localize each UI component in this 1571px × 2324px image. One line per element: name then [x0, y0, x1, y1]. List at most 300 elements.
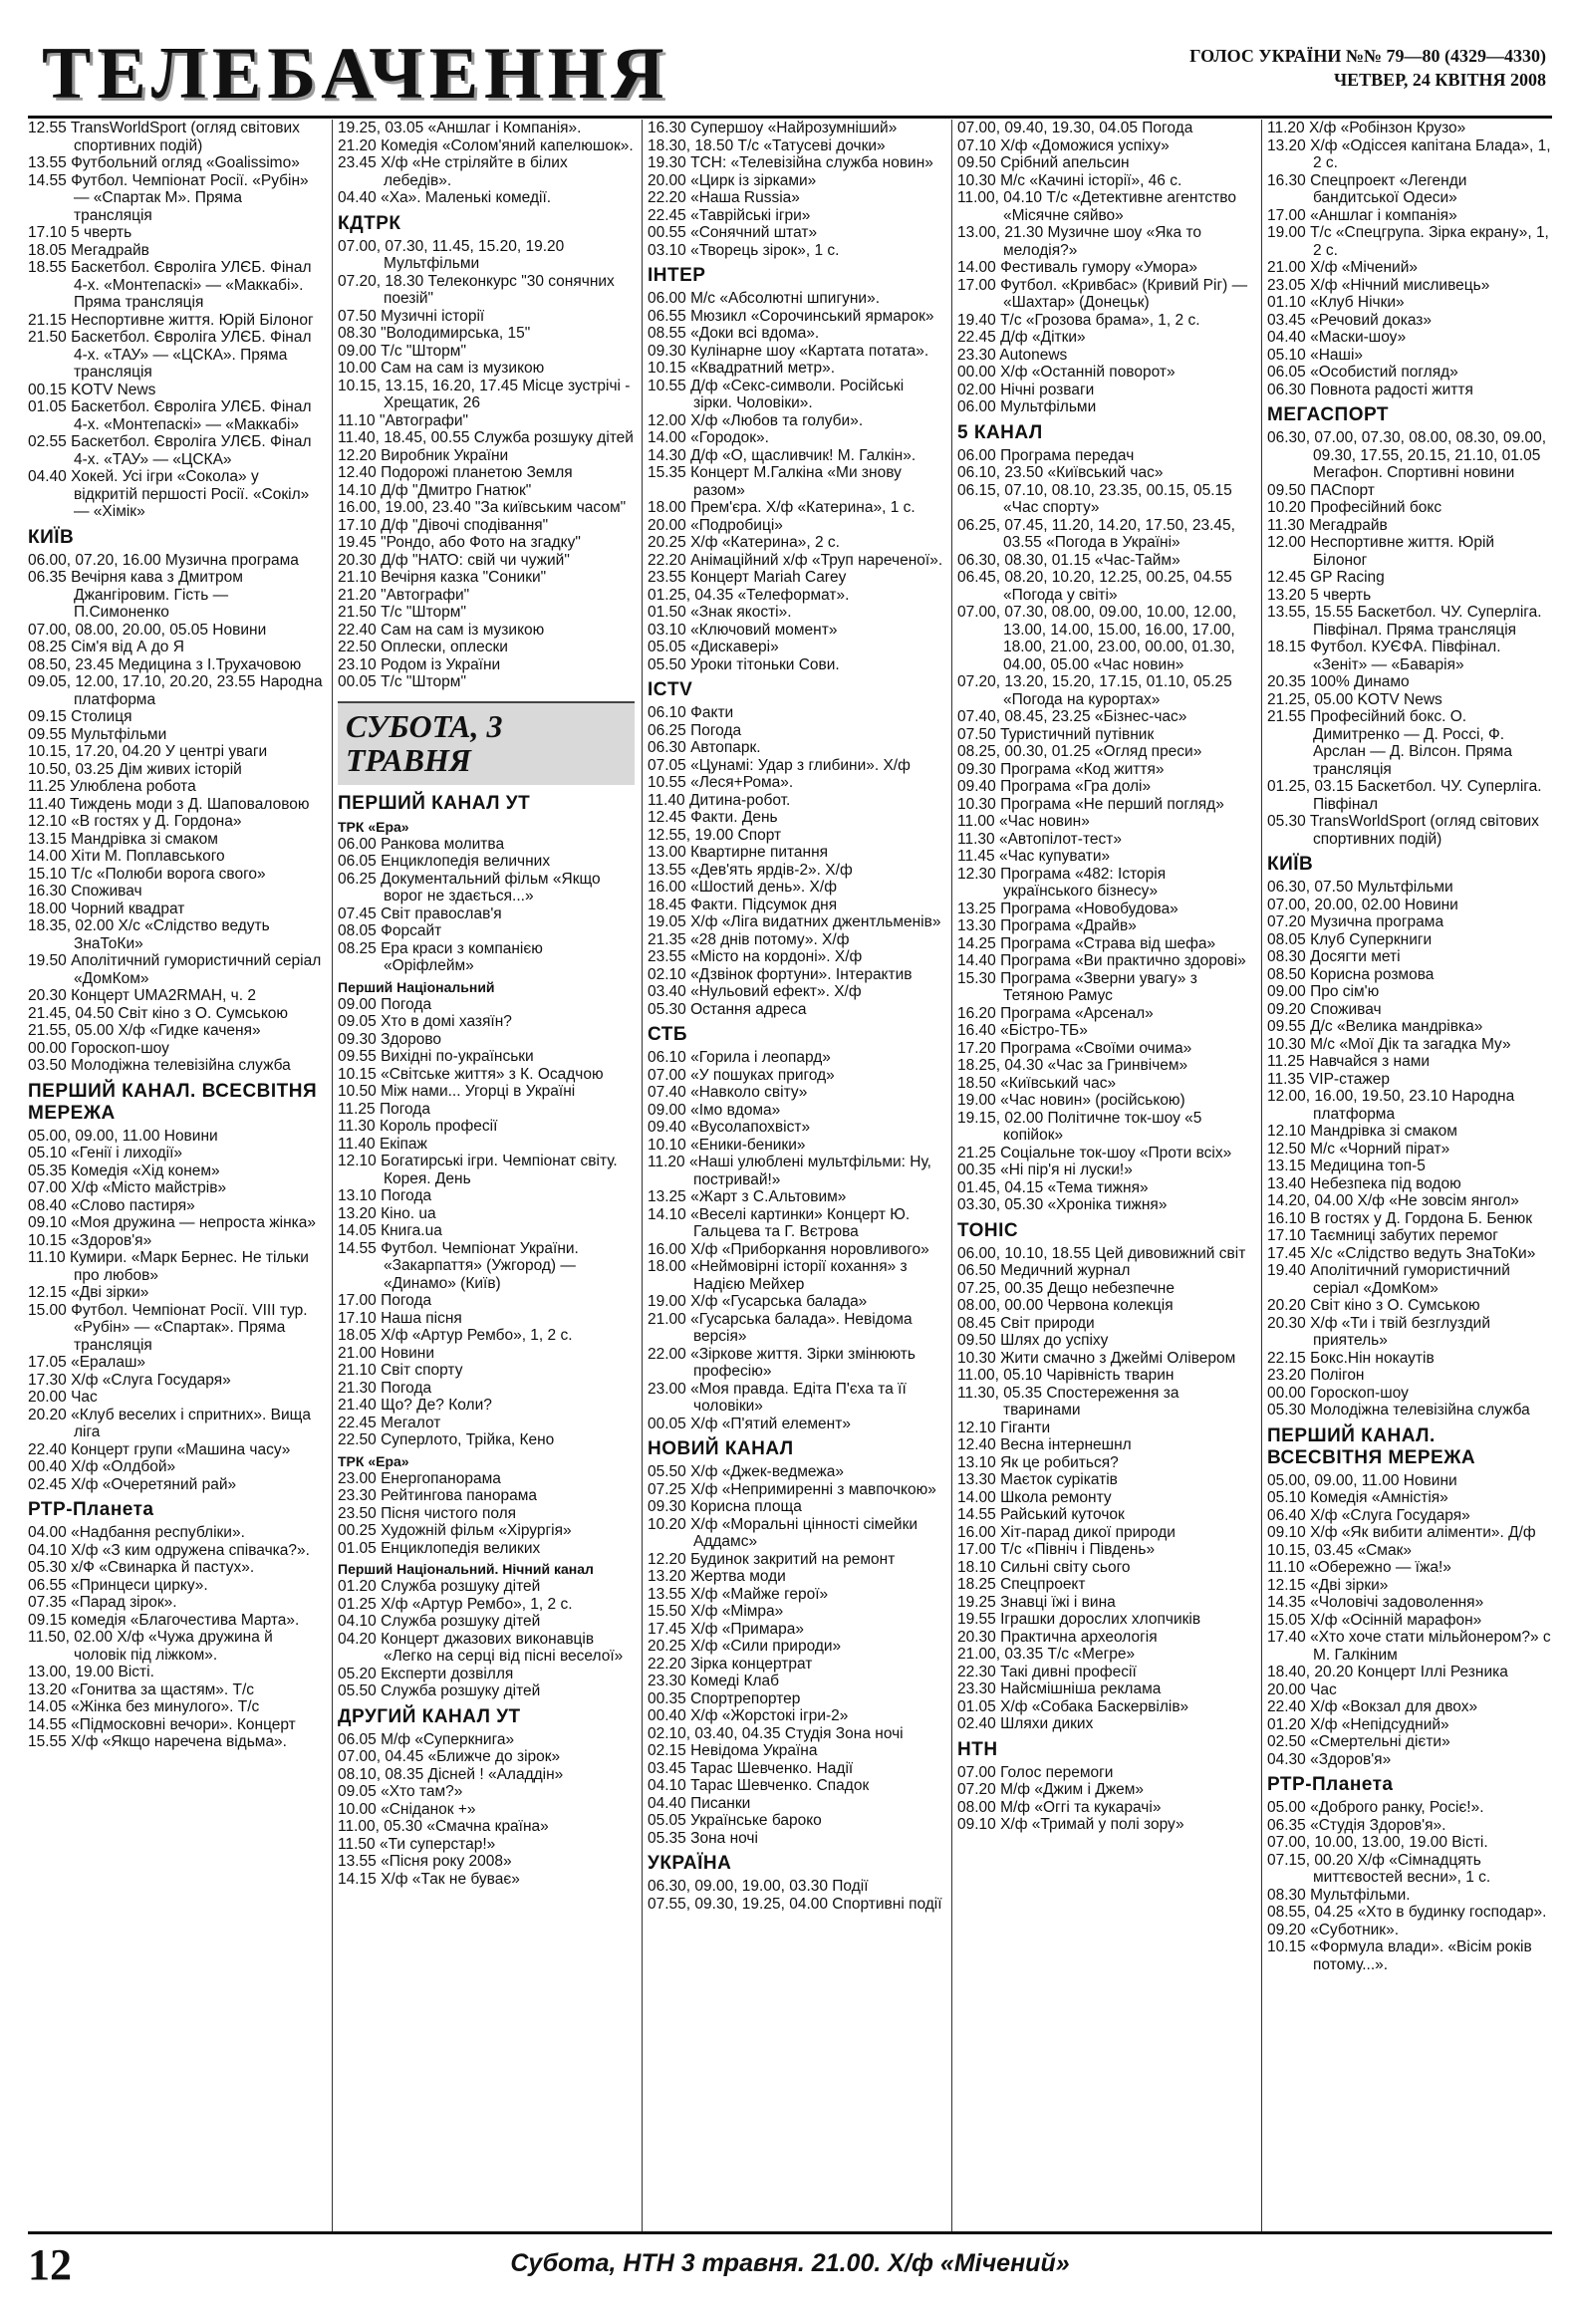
listing-item: 13.25 «Жарт з С.Альтовим»: [648, 1188, 847, 1205]
listing-item: 21.50 Баскетбол. Євроліга УЛЄБ. Фінал 4-х. «ТАУ» — «ЦСКА». Пряма трансляція: [28, 329, 312, 381]
listing-item: 19.25, 03.05 «Аншлаг і Компанія».: [338, 120, 582, 136]
listing-item: 13.00, 21.30 Музичне шоу «Яка то мелодія?»: [957, 224, 1202, 259]
listing-item: 07.00, 10.00, 13.00, 19.00 Вісті.: [1267, 1834, 1488, 1851]
listing-item: 06.00 Мультфільми: [957, 398, 1097, 415]
listing-item: 11.25 Погода: [338, 1100, 430, 1118]
listing-item: 13.15 Мандрівка зі смаком: [28, 830, 218, 848]
listing-item: 18.00 Чорний квадрат: [28, 900, 185, 917]
listing-item: 09.55 Вихідні по-українськи: [338, 1048, 534, 1065]
listing-item: 11.30 Король професії: [338, 1118, 498, 1135]
channel-heading: РТР-Планета: [28, 1499, 154, 1520]
listing-item: 12.15 «Дві зірки»: [28, 1284, 149, 1301]
listing-item: 10.15 «Здоров'я»: [28, 1231, 152, 1249]
listing-item: 14.10 «Веселі картинки» Концерт Ю. Гальцева та Г. Вєтрова: [648, 1205, 911, 1240]
listing-item: 05.50 Служба розшуку дітей: [338, 1682, 541, 1699]
listing-item: 11.25 Навчайся з нами: [1267, 1053, 1431, 1070]
listing-item: 06.15, 07.10, 08.10, 23.35, 00.15, 05.15 «Час спорту»: [957, 481, 1232, 516]
listing-item: 04.40 Писанки: [648, 1794, 751, 1812]
listing-item: 09.20 «Суботник».: [1267, 1921, 1400, 1938]
listing-item: 04.10 Служба розшуку дітей: [338, 1613, 541, 1630]
listing-item: 11.40 Екіпаж: [338, 1135, 427, 1153]
listing-item: 12.50 М/с «Чорний пірат»: [1267, 1140, 1450, 1158]
listing-item: 07.00 Голос перемоги: [957, 1763, 1114, 1781]
listing-item: 11.25 Улюблена робота: [28, 778, 196, 795]
listing-item: 12.45 Факти. День: [648, 809, 778, 826]
listing-item: 02.45 Х/ф «Очеретяний рай»: [28, 1475, 237, 1493]
listing-item: 23.55 Концерт Mariah Carey: [648, 569, 847, 586]
listing-item: 13.00, 19.00 Вісті.: [28, 1664, 154, 1680]
listing-item: 20.00 Час: [1267, 1680, 1337, 1698]
listing-item: 07.50 Музичні історії: [338, 307, 485, 325]
listing-item: 10.30 М/с «Мої Дік та загадка Му»: [1267, 1035, 1511, 1053]
listing-item: 07.15, 00.20 Х/ф «Сімнадцять миттєвостей весни», 1 с.: [1267, 1851, 1491, 1886]
listing-item: 06.05 Енциклопедія величних: [338, 853, 551, 870]
listing-item: 21.45, 04.50 Світ кіно з О. Сумською: [28, 1004, 289, 1022]
listing-item: 06.05 «Особистий погляд»: [1267, 364, 1458, 381]
listing-item: 17.00 «Аншлаг і компанія»: [1267, 206, 1457, 224]
listing-item: 14.35 «Чоловічі задоволення»: [1267, 1594, 1484, 1611]
listing-item: 23.10 Родом із України: [338, 655, 501, 673]
listing-item: 05.20 Експерти дозвілля: [338, 1665, 514, 1682]
listing-item: 23.05 Х/ф «Нічний мисливець»: [1267, 276, 1490, 294]
listing-item: 21.15 Неспортивне життя. Юрій Білоног: [28, 311, 314, 329]
listing-item: 08.30 "Володимирська, 15": [338, 325, 531, 342]
listing-item: 08.30 Досягти меті: [1267, 948, 1401, 965]
section-title: ТЕЛЕБАЧЕННЯ: [42, 33, 670, 115]
listing-item: 07.10 Х/ф «Доможися успіху»: [957, 136, 1170, 154]
listing-item: 09.55 Д/с «Велика мандрівка»: [1267, 1018, 1483, 1035]
listing-item: 00.00 Гороскоп-шоу: [28, 1039, 169, 1057]
listing-item: 10.20 Професійний бокс: [1267, 499, 1442, 516]
listing-item: 08.05 Клуб Суперкниги: [1267, 930, 1433, 948]
listing-item: 09.40 Програма «Гра долі»: [957, 778, 1152, 795]
listing-item: 04.40 «Ха». Маленькі комедії.: [338, 189, 552, 206]
listing-item: 21.00 «Гусарська балада». Невідома версія»: [648, 1310, 913, 1345]
listing-item: 17.10 5 чверть: [28, 224, 132, 241]
listing-item: 20.30 Концерт UMA2RMAH, ч. 2: [28, 987, 256, 1004]
listing-item: 06.30 Повнота радості життя: [1267, 381, 1473, 398]
listing-item: 02.10 «Дзвінок фортуни». Інтерактив: [648, 965, 913, 983]
listing-item: 11.10 «Обережно — їжа!»: [1267, 1559, 1451, 1576]
listing-item: 19.00 «Час новин» (російською): [957, 1092, 1185, 1109]
listing-item: 02.55 Баскетбол. Євроліга УЛЄБ. Фінал 4-х. «ТАУ» — «ЦСКА»: [28, 433, 312, 468]
listing-item: 19.40 Аполітичний гумористичний серіал «ДомКом»: [1267, 1262, 1510, 1297]
listing-item: 11.45 «Час купувати»: [957, 848, 1111, 865]
listing-item: 20.30 Практична археологія: [957, 1628, 1158, 1646]
listing-item: 18.15 Футбол. КУЄФА. Півфінал. «Зеніт» — «Баварія»: [1267, 639, 1501, 673]
listing-item: 08.25, 00.30, 01.25 «Огляд преси»: [957, 743, 1202, 760]
listing-item: 00.05 Х/ф «П'ятий елемент»: [648, 1415, 851, 1432]
listing-item: 20.30 Д/ф "НАТО: свій чи чужий": [338, 551, 570, 569]
listing-item: 12.55, 19.00 Спорт: [648, 826, 782, 844]
listing-item: 13.00 Квартирне питання: [648, 844, 829, 861]
listing-item: 06.05 М/ф «Суперкнига»: [338, 1730, 515, 1748]
listing-item: 04.40 Хокей. Усі ігри «Сокола» у відкритій першості Росії. «Сокіл» — «Хімік»: [28, 468, 310, 520]
listing-item: 10.30 Програма «Не перший погляд»: [957, 795, 1224, 813]
listing-item: 16.00 Хіт-парад дикої природи: [957, 1523, 1176, 1541]
listing-item: 02.50 «Смертельні дієти»: [1267, 1733, 1450, 1750]
listing-item: 18.50 «Київський час»: [957, 1074, 1117, 1092]
listing-item: 04.40 «Маски-шоу»: [1267, 329, 1407, 346]
listing-item: 17.45 Х/с «Слідство ведуть ЗнаТоКи»: [1267, 1244, 1536, 1262]
listing-item: 07.00, 09.40, 19.30, 04.05 Погода: [957, 120, 1193, 136]
listing-item: 12.20 Будинок закритий на ремонт: [648, 1550, 896, 1568]
listing-item: 17.05 «Ералаш»: [28, 1354, 146, 1371]
listing-item: 06.25 Погода: [648, 721, 742, 739]
listing-item: 06.00 Ранкова молитва: [338, 835, 505, 853]
listing-item: 12.40 Подорожі планетою Земля: [338, 464, 573, 481]
listing-item: 10.55 Д/ф «Секс-символи. Російські зірки. Чоловіки».: [648, 377, 905, 411]
listing-item: 11.00, 05.30 «Смачна країна»: [338, 1818, 549, 1835]
listing-item: 10.50, 03.25 Дім живих історій: [28, 760, 242, 778]
channel-heading: ПЕРШИЙ КАНАЛ. ВСЕСВІТНЯ МЕРЕЖА: [1267, 1424, 1476, 1468]
listing-item: 06.40 Х/ф «Слуга Государя»: [1267, 1506, 1470, 1524]
sub-heading: Перший Національний. Нічний канал: [338, 1561, 594, 1577]
listing-item: 10.15 «Квадратний метр».: [648, 360, 836, 377]
listing-item: 22.20 Зірка концертрат: [648, 1655, 813, 1673]
column-rule: [332, 120, 333, 2231]
listing-item: 07.00, 07.30, 08.00, 09.00, 10.00, 12.00, 13.00, 14.00, 15.00, 16.00, 17.00, 18.00, 21.00, 23.00, 00.00, 01.30, 04.00, 05.00 «Час новин»: [957, 604, 1237, 673]
listing-item: 16.20 Програма «Арсенал»: [957, 1004, 1154, 1022]
listing-item: 21.00, 03.35 Т/с «Мегре»: [957, 1646, 1136, 1663]
listing-item: 10.50 Між нами... Угорці в Україні: [338, 1083, 576, 1100]
listing-item: 07.20, 18.30 Телеконкурс "30 сонячних поезій": [338, 272, 615, 307]
listing-item: 03.50 Молодіжна телевізійна служба: [28, 1057, 291, 1074]
listing-item: 07.00 «У пошуках пригод»: [648, 1066, 835, 1084]
listing-item: 03.10 «Творець зірок», 1 с.: [648, 241, 840, 259]
listing-item: 08.30 Мультфільми.: [1267, 1886, 1411, 1904]
listing-item: 08.45 Світ природи: [957, 1314, 1095, 1332]
listing-item: 07.00, 07.30, 11.45, 15.20, 19.20 Мультфільми: [338, 237, 565, 272]
listing-item: 17.00 Футбол. «Кривбас» (Кривий Ріг) — «Шахтар» (Донецьк): [957, 276, 1248, 311]
channel-heading: ICTV: [648, 679, 693, 700]
listing-item: 08.50 Корисна розмова: [1267, 965, 1435, 983]
footer-promo: Субота, НТН 3 травня. 21.00. Х/ф «Мічений»: [510, 2249, 1070, 2277]
listing-item: 20.00 «Подробиці»: [648, 516, 783, 534]
column-rule: [1261, 120, 1262, 2231]
listing-item: 19.05 Х/ф «Ліга видатних джентльменів»: [648, 913, 941, 930]
listing-item: 15.30 Програма «Зверни увагу» з Тетяною Рамус: [957, 969, 1197, 1004]
listing-item: 15.50 Х/ф «Мімра»: [648, 1603, 784, 1620]
listing-item: 06.30 Автопарк.: [648, 739, 761, 756]
listing-item: 23.00 «Моя правда. Едіта П'єха та її чоловіки»: [648, 1380, 907, 1415]
listing-item: 22.00 «Зіркове життя. Зірки змінюють професію»: [648, 1345, 916, 1380]
listing-item: 09.55 Мультфільми: [28, 725, 167, 743]
listing-item: 15.35 Концерт М.Галкіна «Ми знову разом»: [648, 464, 902, 499]
listing-item: 01.05 Енциклопедія великих: [338, 1539, 541, 1557]
tv-listings: [28, 120, 1552, 2231]
listing-item: 10.15, 13.15, 16.20, 17.45 Місце зустрічі - Хрещатик, 26: [338, 377, 631, 411]
listing-item: 14.00 «Городок».: [648, 429, 769, 446]
listing-item: 12.00 Х/ф «Любов та голуби».: [648, 411, 864, 429]
page-number: 12: [28, 2240, 72, 2289]
listing-item: 19.40 Т/с «Грозова брама», 1, 2 с.: [957, 311, 1200, 329]
listing-item: 13.10 Як це робиться?: [957, 1453, 1119, 1471]
listing-item: 10.20 Х/ф «Моральні цінності сімейки Аддамс»: [648, 1515, 918, 1550]
listing-item: 17.20 Програма «Своїми очима»: [957, 1039, 1192, 1057]
listing-item: 00.25 Художній фільм «Хірургія»: [338, 1522, 572, 1539]
listing-item: 05.35 Зона ночі: [648, 1829, 758, 1847]
listing-item: 05.50 Уроки тітоньки Сови.: [648, 655, 840, 673]
listing-item: 21.55, 05.00 Х/ф «Гидке каченя»: [28, 1022, 261, 1039]
listing-item: 01.20 Служба розшуку дітей: [338, 1578, 541, 1595]
listing-item: 22.45 Мегалот: [338, 1414, 441, 1431]
listing-item: 19.50 Аполітичний гумористичний серіал «ДомКом»: [28, 952, 322, 987]
listing-item: 06.30, 07.00, 07.30, 08.00, 08.30, 09.00, 09.30, 17.55, 20.15, 21.10, 01.05 Мегафон. Спортивні новини: [1267, 429, 1547, 481]
listing-item: 09.00 «Імо вдома»: [648, 1101, 781, 1119]
listing-item: 06.50 Медичний журнал: [957, 1262, 1131, 1279]
listing-item: 06.55 Мюзикл «Сорочинський ярмарок»: [648, 307, 934, 325]
listing-item: 21.50 Т/с "Шторм": [338, 604, 466, 621]
listing-item: 06.30, 07.50 Мультфільми: [1267, 879, 1453, 896]
listing-item: 17.10 Д/ф "Дівочі сподівання": [338, 516, 549, 534]
listing-item: 11.10 "Автографи": [338, 411, 469, 429]
listing-item: 19.25 Знавці їжі і вина: [957, 1593, 1116, 1611]
listing-item: 05.00, 09.00, 11.00 Новини: [28, 1127, 218, 1145]
listing-item: 14.55 Футбол. Чемпіонат Росії. «Рубін» — «Спартак М». Пряма трансляція: [28, 171, 309, 224]
listing-item: 11.30 «Автопілот-тест»: [957, 830, 1122, 848]
listing-item: 13.55 Футбольний огляд «Goalissimo»: [28, 154, 300, 171]
sub-heading: ТРК «Ера»: [338, 1452, 409, 1469]
listing-item: 17.00 Погода: [338, 1292, 432, 1309]
listing-item: 09.10 «Моя дружина — непроста жінка»: [28, 1214, 317, 1231]
listing-item: 15.55 Х/ф «Якщо наречена відьма».: [28, 1733, 287, 1750]
listing-item: 13.55, 15.55 Баскетбол. ЧУ. Суперліга. Півфінал. Пряма трансляція: [1267, 604, 1542, 639]
listing-item: 16.00 Х/ф «Приборкання норовливого»: [648, 1240, 929, 1258]
listing-item: 16.10 В гостях у Д. Гордона Б. Бенюк: [1267, 1209, 1533, 1227]
listing-item: 14.00 Хіти М. Поплавського: [28, 848, 225, 865]
channel-heading: 5 КАНАЛ: [957, 421, 1043, 443]
listing-item: 01.50 «Знак якості».: [648, 604, 792, 621]
listing-item: 13.55 Х/ф «Майже герої»: [648, 1585, 829, 1603]
listing-item: 17.10 Таємниці забутих перемог: [1267, 1227, 1498, 1244]
listing-item: 09.10 Х/ф «Тримай у полі зору»: [957, 1816, 1184, 1833]
listing-item: 14.00 Фестиваль гумору «Умора»: [957, 259, 1198, 276]
listing-item: 18.45 Факти. Підсумок дня: [648, 896, 838, 913]
listing-item: 09.20 Споживач: [1267, 1000, 1382, 1018]
listing-item: 17.40 «Хто хоче стати мільйонером?» с М. Галкіним: [1267, 1629, 1551, 1664]
listing-item: 23.50 Пісня чистого поля: [338, 1504, 517, 1522]
listing-item: 04.20 Концерт джазових виконавців «Легко на серці від пісні веселої»: [338, 1630, 624, 1665]
column-2: [338, 120, 635, 2231]
listing-item: 14.55 «Підмосковні вечори». Концерт: [28, 1715, 296, 1733]
listing-item: 05.10 Комедія «Амністія»: [1267, 1489, 1448, 1506]
listing-item: 20.35 100% Динамо: [1267, 673, 1410, 690]
listing-item: 09.30 Здорово: [338, 1030, 442, 1048]
listing-item: 07.20 Музична програма: [1267, 913, 1444, 930]
listing-item: 07.35 «Парад зірок».: [28, 1594, 177, 1611]
sub-heading: ТРК «Ера»: [338, 818, 409, 835]
listing-item: 13.55 «Дев'ять ярдів-2». Х/ф: [648, 861, 853, 879]
listing-item: 09.00 Про сім'ю: [1267, 983, 1380, 1000]
listing-item: 09.05 Хто в домі хазяїн?: [338, 1013, 512, 1030]
listing-item: 16.30 Споживач: [28, 883, 142, 900]
listing-item: 19.00 Х/ф «Гусарська балада»: [648, 1293, 868, 1310]
listing-item: 22.45 Д/ф «Дітки»: [957, 329, 1086, 346]
listing-item: 07.00, 08.00, 20.00, 05.05 Новини: [28, 621, 267, 639]
listing-item: 21.55 Професійний бокс. О. Димитренко — Д. Россі, Ф. Арслан — Д. Вілсон. Пряма трансляція: [1267, 708, 1512, 778]
listing-item: 21.40 Що? Де? Коли?: [338, 1397, 492, 1414]
listing-item: 04.00 «Надбання республіки».: [28, 1524, 245, 1541]
listing-item: 05.35 Комедія «Хід конем»: [28, 1162, 220, 1179]
page-footer: [28, 2231, 1552, 2294]
channel-heading: ПЕРШИЙ КАНАЛ. ВСЕСВІТНЯ МЕРЕЖА: [28, 1080, 318, 1124]
listing-item: 05.05 «Дискавері»: [648, 639, 779, 655]
listing-item: 21.00 Х/ф «Мічений»: [1267, 259, 1418, 276]
listing-item: 06.00 Програма передач: [957, 446, 1135, 464]
listing-item: 03.45 Тарас Шевченко. Надії: [648, 1759, 854, 1777]
listing-item: 22.40 Х/ф «Вокзал для двох»: [1267, 1698, 1478, 1715]
listing-item: 01.05 Х/ф «Собака Баскервілів»: [957, 1697, 1189, 1715]
listing-item: 01.25 Х/ф «Артур Рембо», 1, 2 с.: [338, 1595, 573, 1613]
listing-item: 04.10 Х/ф «З ким одружена співачка?».: [28, 1541, 310, 1559]
listing-item: 05.05 Українське бароко: [648, 1812, 822, 1829]
listing-item: 11.00, 05.10 Чарівність тварин: [957, 1367, 1175, 1384]
listing-item: 14.20, 04.00 Х/ф «Не зовсім янгол»: [1267, 1192, 1519, 1209]
listing-item: 20.20 Світ кіно з О. Сумською: [1267, 1297, 1480, 1314]
listing-item: 20.25 Х/ф «Катерина», 2 с.: [648, 534, 840, 551]
issue-info: [1189, 44, 1546, 92]
listing-item: 19.45 "Рондо, або Фото на згадку": [338, 534, 581, 551]
channel-heading: РТР-Планета: [1267, 1774, 1394, 1795]
listing-item: 12.15 «Дві зірки»: [1267, 1576, 1389, 1594]
listing-item: 07.40 «Навколо світу»: [648, 1084, 808, 1101]
listing-item: 08.25 Сім'я від А до Я: [28, 639, 184, 655]
listing-item: 08.55, 04.25 «Хто в будинку господар».: [1267, 1904, 1547, 1921]
listing-item: 02.15 Невідома Україна: [648, 1742, 818, 1759]
listing-item: 23.00 Енергопанорама: [338, 1469, 501, 1487]
listing-item: 22.30 Такі дивні професії: [957, 1663, 1137, 1680]
listing-item: 22.15 Бокс.Нін нокаутів: [1267, 1349, 1435, 1367]
listing-item: 07.25 Х/ф «Непримиренні з мавпочкою»: [648, 1480, 936, 1498]
listing-item: 13.30 Програма «Драйв»: [957, 917, 1137, 934]
listing-item: 14.55 Райський куточок: [957, 1506, 1125, 1523]
listing-item: 21.00 Новини: [338, 1344, 435, 1362]
listing-item: 21.20 Комедія «Солом'яний капелюшок».: [338, 136, 634, 154]
listing-item: 05.30 х/Ф «Свинарка й пастух».: [28, 1559, 255, 1576]
listing-item: 17.45 Х/ф «Примара»: [648, 1620, 804, 1638]
listing-item: 14.15 Х/ф «Так не буває»: [338, 1870, 520, 1888]
listing-item: 09.50 ПАСпорт: [1267, 481, 1375, 499]
listing-item: 10.15, 03.45 «Смак»: [1267, 1541, 1412, 1559]
listing-item: 12.10 Мандрівка зі смаком: [1267, 1123, 1457, 1140]
listing-item: 20.25 Х/ф «Сили природи»: [648, 1638, 842, 1655]
listing-item: 15.05 Х/ф «Осінній марафон»: [1267, 1611, 1482, 1629]
listing-item: 11.40, 18.45, 00.55 Служба розшуку дітей: [338, 429, 634, 446]
listing-item: 11.30 Мегадрайв: [1267, 516, 1388, 534]
listing-item: 14.55 Футбол. Чемпіонат України. «Закарпаття» (Ужгород) — «Динамо» (Київ): [338, 1239, 579, 1292]
listing-item: 11.50, 02.00 Х/ф «Чужа дружина й чоловік під ліжком».: [28, 1629, 273, 1664]
listing-item: 16.30 Спецпроект «Легенди бандитської Одеси»: [1267, 171, 1467, 206]
listing-item: 12.00 Неспортивне життя. Юрій Білоног: [1267, 534, 1495, 569]
listing-item: 14.30 Д/ф «О, щасливчик! М. Галкін».: [648, 446, 916, 464]
channel-heading: ІНТЕР: [648, 265, 706, 286]
channel-heading: МЕГАСПОРТ: [1267, 404, 1390, 425]
listing-item: 09.05, 12.00, 17.10, 20.20, 23.55 Народна платформа: [28, 673, 323, 708]
listing-item: 06.25, 07.45, 11.20, 14.20, 17.50, 23.45, 03.55 «Погода в Україні»: [957, 516, 1235, 551]
listing-item: 18.05 Х/ф «Артур Рембо», 1, 2 с.: [338, 1327, 573, 1344]
listing-item: 06.10, 23.50 «Київський час»: [957, 464, 1164, 481]
column-1: [28, 120, 325, 2231]
listing-item: 11.10 Кумири. «Марк Бернес. Не тільки про любов»: [28, 1249, 309, 1284]
listing-item: 10.30 Жити смачно з Джеймі Олівером: [957, 1349, 1236, 1367]
listing-item: 09.05 «Хто там?»: [338, 1783, 463, 1800]
listing-item: 00.40 Х/ф «Олдбой»: [28, 1458, 176, 1475]
channel-heading: ПЕРШИЙ КАНАЛ УТ: [338, 792, 531, 814]
listing-item: 09.00 Погода: [338, 995, 432, 1013]
listing-item: 07.25, 00.35 Дещо небезпечне: [957, 1279, 1175, 1297]
channel-heading: КИЇВ: [1267, 854, 1314, 875]
listing-item: 09.00 Т/с "Шторм": [338, 342, 466, 360]
listing-item: 20.30 Х/ф «Ти і твій безглуздий приятель»: [1267, 1314, 1490, 1349]
listing-item: 01.25, 04.35 «Телеформат».: [648, 586, 850, 604]
channel-heading: КДТРК: [338, 212, 401, 234]
listing-item: 23.20 Полігон: [1267, 1367, 1365, 1384]
listing-item: 03.45 «Речовий доказ»: [1267, 311, 1432, 329]
listing-item: 18.25 Спецпроект: [957, 1576, 1086, 1593]
listing-item: 17.10 Наша пісня: [338, 1309, 462, 1327]
listing-item: 20.00 «Цирк із зірками»: [648, 171, 817, 189]
listing-item: 04.30 «Здоров'я»: [1267, 1750, 1392, 1768]
listing-item: 22.50 Суперлото, Трійка, Кено: [338, 1431, 555, 1448]
listing-item: 01.20 Х/ф «Непідсудний»: [1267, 1715, 1449, 1733]
sub-heading: Перший Національний: [338, 978, 495, 995]
listing-item: 08.05 Форсайт: [338, 922, 442, 939]
listing-item: 07.00, 04.45 «Ближче до зірок»: [338, 1748, 561, 1765]
listing-item: 22.20 Анімаційний х/ф «Труп нареченої».: [648, 551, 943, 569]
listing-item: 18.05 Мегадрайв: [28, 241, 149, 259]
listing-item: 02.00 Нічні розваги: [957, 381, 1095, 398]
listing-item: 05.50 Х/ф «Джек-ведмежа»: [648, 1463, 844, 1480]
listing-item: 14.10 Д/ф "Дмитро Гнатюк": [338, 481, 532, 499]
listing-item: 08.00 М/ф «Оггі та кукарачі»: [957, 1798, 1162, 1816]
listing-item: 13.40 Небезпека під водою: [1267, 1174, 1461, 1192]
listing-item: 07.45 Світ православ'я: [338, 904, 502, 922]
listing-item: 05.30 Молодіжна телевізійна служба: [1267, 1402, 1530, 1419]
listing-item: 11.00 «Час новин»: [957, 813, 1090, 830]
listing-item: 22.45 «Таврійські ігри»: [648, 206, 811, 224]
listing-item: 01.10 «Клуб Нічки»: [1267, 294, 1405, 311]
listing-item: 20.00 Час: [28, 1389, 98, 1406]
listing-item: 00.15 KOTV News: [28, 381, 156, 398]
listing-item: 07.50 Туристичний путівник: [957, 725, 1155, 743]
channel-heading: ДРУГИЙ КАНАЛ УТ: [338, 1705, 521, 1727]
listing-item: 05.10 «Генії і лиходії»: [28, 1145, 183, 1162]
listing-item: 12.10 «В гостях у Д. Гордона»: [28, 813, 242, 830]
listing-item: 14.40 Програма «Ви практично здорові»: [957, 952, 1246, 969]
listing-item: 13.10 Погода: [338, 1187, 432, 1204]
listing-item: 14.05 «Жінка без минулого». Т/с: [28, 1698, 260, 1715]
column-4: [957, 120, 1254, 2231]
listing-item: 08.25 Ера краси з компанією «Оріфлейм»: [338, 939, 543, 974]
listing-item: 08.40 «Слово пастиря»: [28, 1196, 195, 1214]
listing-item: 10.15 «Формула влади». «Вісім років потому...».: [1267, 1938, 1532, 1973]
listing-item: 09.15 комедія «Благочестива Марта».: [28, 1611, 300, 1629]
listing-item: 06.55 «Принцеси цирку».: [28, 1576, 208, 1594]
listing-item: 16.40 «Бістро-ТБ»: [957, 1022, 1088, 1039]
listing-item: 18.35, 02.00 Х/с «Слідство ведуть ЗнаТоКи»: [28, 917, 270, 952]
listing-item: 07.55, 09.30, 19.25, 04.00 Спортивні події: [648, 1895, 942, 1913]
listing-item: 10.55 «Леся+Рома».: [648, 774, 794, 791]
listing-item: 22.40 Концерт групи «Машина часу»: [28, 1440, 291, 1458]
listing-item: 07.20 М/ф «Джим і Джем»: [957, 1781, 1144, 1798]
listing-item: 16.00, 19.00, 23.40 "За київським часом": [338, 499, 627, 516]
listing-item: 12.45 GP Racing: [1267, 569, 1385, 586]
listing-item: 04.10 Тарас Шевченко. Спадок: [648, 1777, 870, 1794]
listing-item: 06.10 Факти: [648, 704, 734, 721]
listing-item: 06.35 Вечірня кава з Дмитром Джангіровим. Гість — П.Симоненко: [28, 569, 243, 621]
listing-item: 09.50 Срібний апельсин: [957, 154, 1130, 171]
